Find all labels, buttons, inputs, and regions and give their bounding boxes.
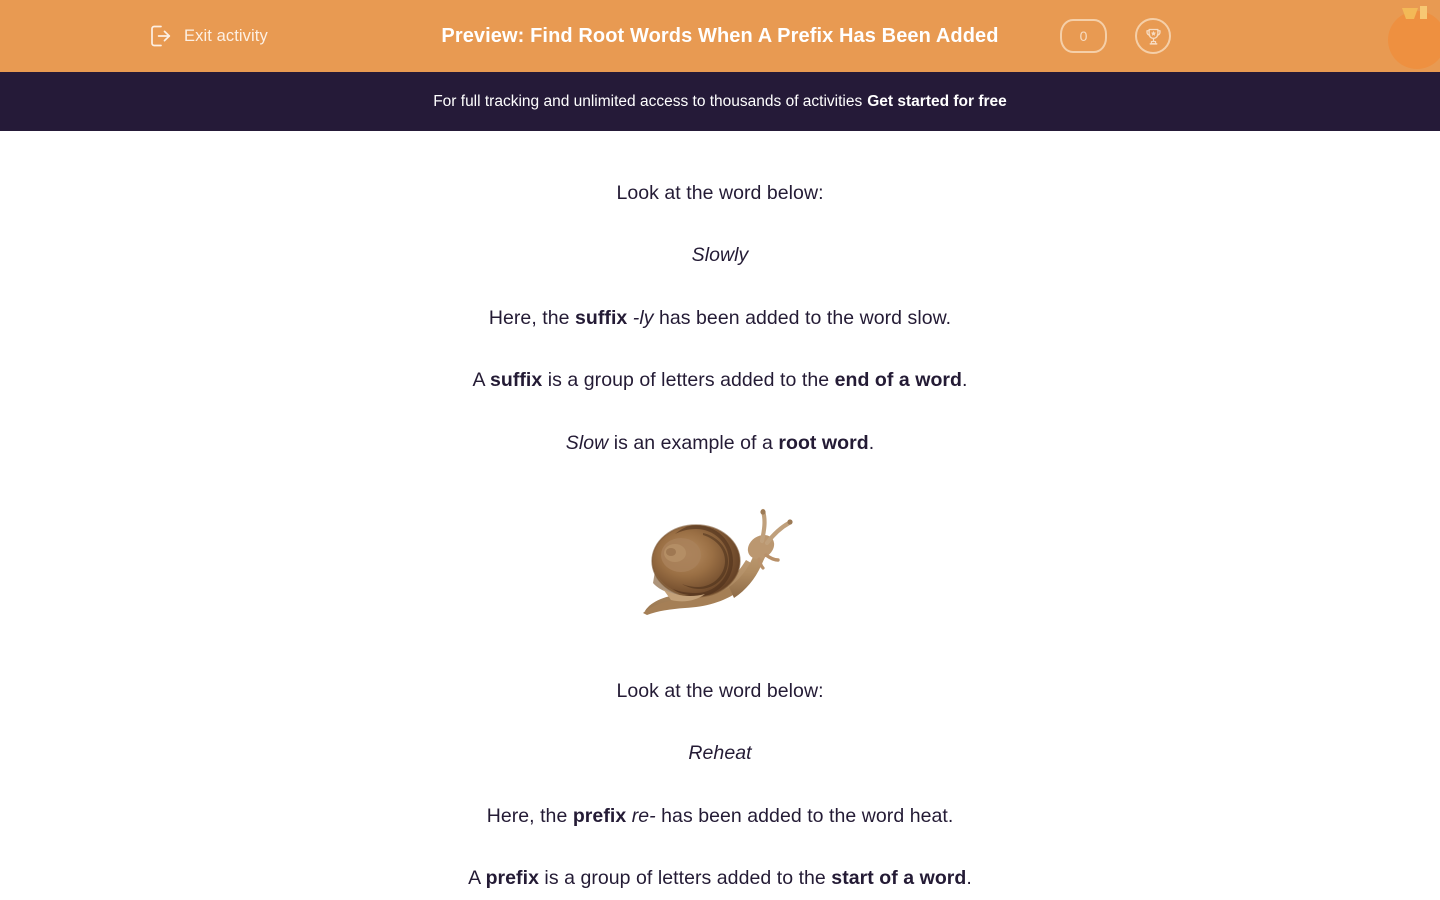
exit-activity-button[interactable] — [148, 0, 268, 72]
orange-fruit-logo-icon — [1382, 2, 1440, 72]
instruction-line-1: Look at the word below: — [616, 182, 824, 204]
suffix-explanation: Here, the suffix -ly has been added to the word slow. — [488, 306, 952, 329]
suffix-definition: A suffix is a group of letters added to the end of a word. — [472, 369, 968, 392]
app-header — [0, 0, 1440, 72]
example-word-slowly: Slowly — [691, 244, 749, 267]
root-word-example: Slow is an example of a root word. — [565, 431, 875, 454]
exit-door-arrow-icon — [148, 23, 174, 49]
instruction-line-2: Look at the word below: — [616, 679, 824, 702]
promo-message: For full tracking and unlimited access to thousands of activities — [433, 92, 863, 110]
exit-activity-label: Exit activity — [184, 26, 268, 45]
coin-counter[interactable] — [1060, 19, 1107, 53]
trophy-icon — [1143, 26, 1164, 47]
activity-content — [0, 181, 1440, 890]
page-title: Preview: Find Root Words When A Prefix Has Been Added — [441, 24, 999, 47]
example-word-reheat: Reheat — [688, 742, 752, 765]
header-actions — [1060, 0, 1171, 72]
trophy-button[interactable] — [1135, 18, 1171, 54]
promo-banner — [0, 72, 1440, 131]
prefix-definition: A prefix is a group of letters added to the start of a word. — [468, 867, 972, 889]
snail-figure — [0, 501, 1440, 629]
snail-photo — [633, 501, 808, 629]
coin-count-value: 0 — [1079, 28, 1088, 44]
prefix-explanation: Here, the prefix re- has been added to the word heat. — [486, 804, 954, 827]
get-started-link[interactable]: Get started for free — [867, 92, 1007, 110]
